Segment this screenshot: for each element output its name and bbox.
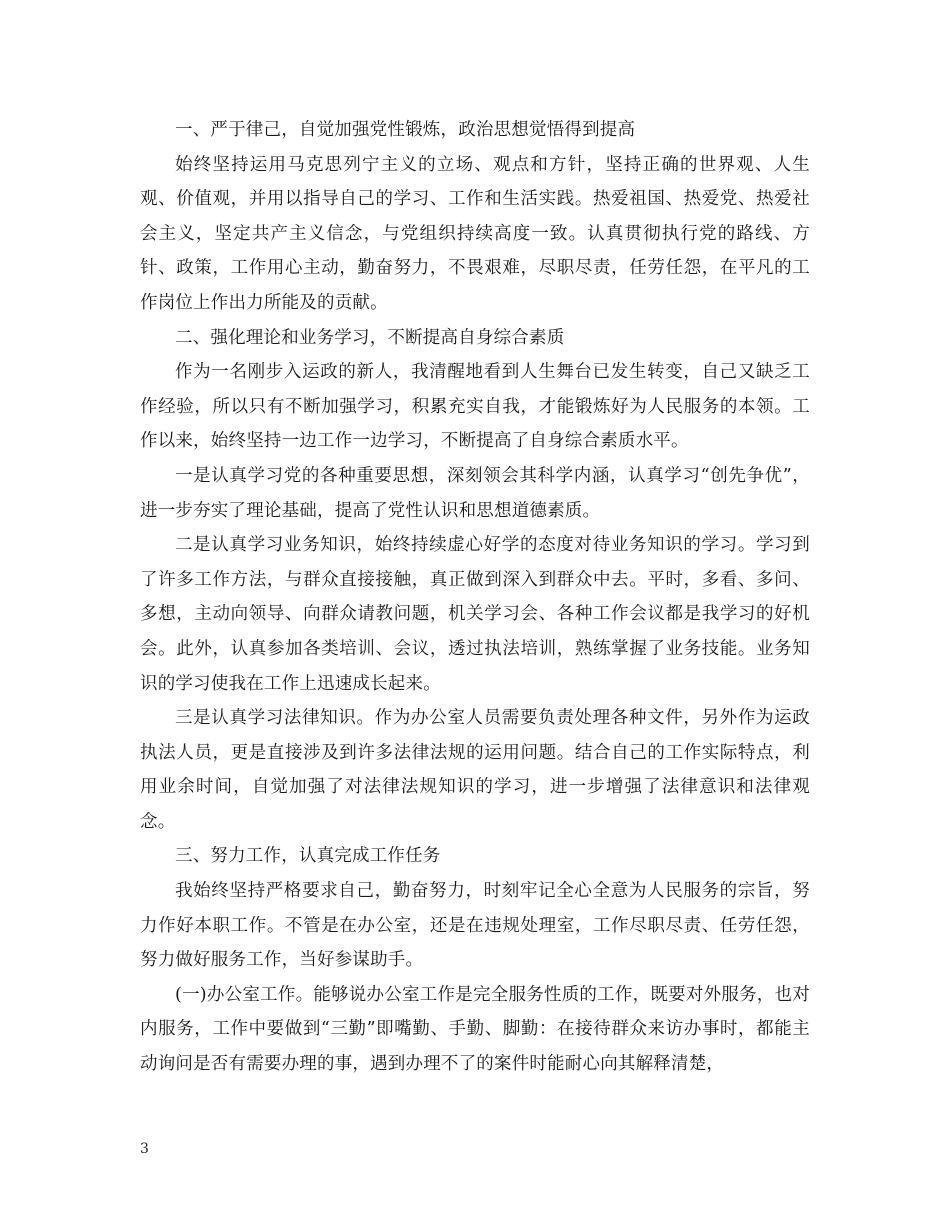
section-heading-1: 一、严于律己，自觉加强党性锻炼，政治思想觉悟得到提高 [175, 120, 636, 140]
paragraph: 三是认真学习法律知识。作为办公室人员需要负责处理各种文件，另外作为运政执法人员，更是直接涉及到许多法律法规的运用问题。结合自己的工作实际特点，利用业余时间，自觉加强了对法律法规知识的学习，进一步增强了法律意识和法律观念。 [140, 708, 810, 832]
page-number: 3 [140, 1141, 149, 1157]
section-heading-3: 三、努力工作，认真完成工作任务 [175, 846, 441, 867]
paragraph: 始终坚持运用马克思列宁主义的立场、观点和方针，坚持正确的世界观、人生观、价值观，并用以指导自己的学习、工作和生活实践。热爱祖国、热爱党、热爱社会主义，坚定共产主义信念，与党组织持续高度一致。认真贯彻执行党的路线、方针、政策，工作用心主动，勤奋努力，不畏艰难，尽职尽责，任劳任怨，在平凡的工作岗位上作出力所能及的贡献。 [140, 154, 810, 313]
paragraph: 二是认真学习业务知识，始终持续虚心好学的态度对待业务知识的学习。学习到了许多工作方法，与群众直接接触，真正做到深入到群众中去。平时，多看、多问、多想，主动向领导、向群众请教问题，机关学习会、各种工作会议都是我学习的好机会。此外，认真参加各类培训、会议，透过执法培训，熟练掌握了业务技能。业务知识的学习使我在工作上迅速成长起来。 [140, 535, 810, 694]
paragraph: 作为一名刚步入运政的新人，我清醒地看到人生舞台已发生转变，自己又缺乏工作经验，所以只有不断加强学习，积累充实自我，才能锻炼好为人民服务的本领。工作以来，始终坚持一边工作一边学习，不断提高了自身综合素质水平。 [140, 362, 810, 452]
paragraph: (一)办公室工作。能够说办公室工作是完全服务性质的工作，既要对外服务，也对内服务，工作中要做到“三勤”即嘴勤、手勤、脚勤：在接待群众来访办事时，都能主动询问是否有需要办理的事，遇到办理不了的案件时能耐心向其解释清楚， [140, 984, 810, 1075]
paragraph: 我始终坚持严格要求自己，勤奋努力，时刻牢记全心全意为人民服务的宗旨，努力作好本职工作。不管是在办公室，还是在违规处理室，工作尽职尽责、任劳任怨，努力做好服务工作，当好参谋助手。 [140, 881, 810, 971]
document-body [140, 113, 810, 1082]
paragraph: 一是认真学习党的各种重要思想，深刻领会其科学内涵，认真学习“创先争优”，进一步夯实了理论基础，提高了党性认识和思想道德素质。 [140, 465, 810, 521]
section-heading-2: 二、强化理论和业务学习，不断提高自身综合素质 [175, 327, 565, 348]
